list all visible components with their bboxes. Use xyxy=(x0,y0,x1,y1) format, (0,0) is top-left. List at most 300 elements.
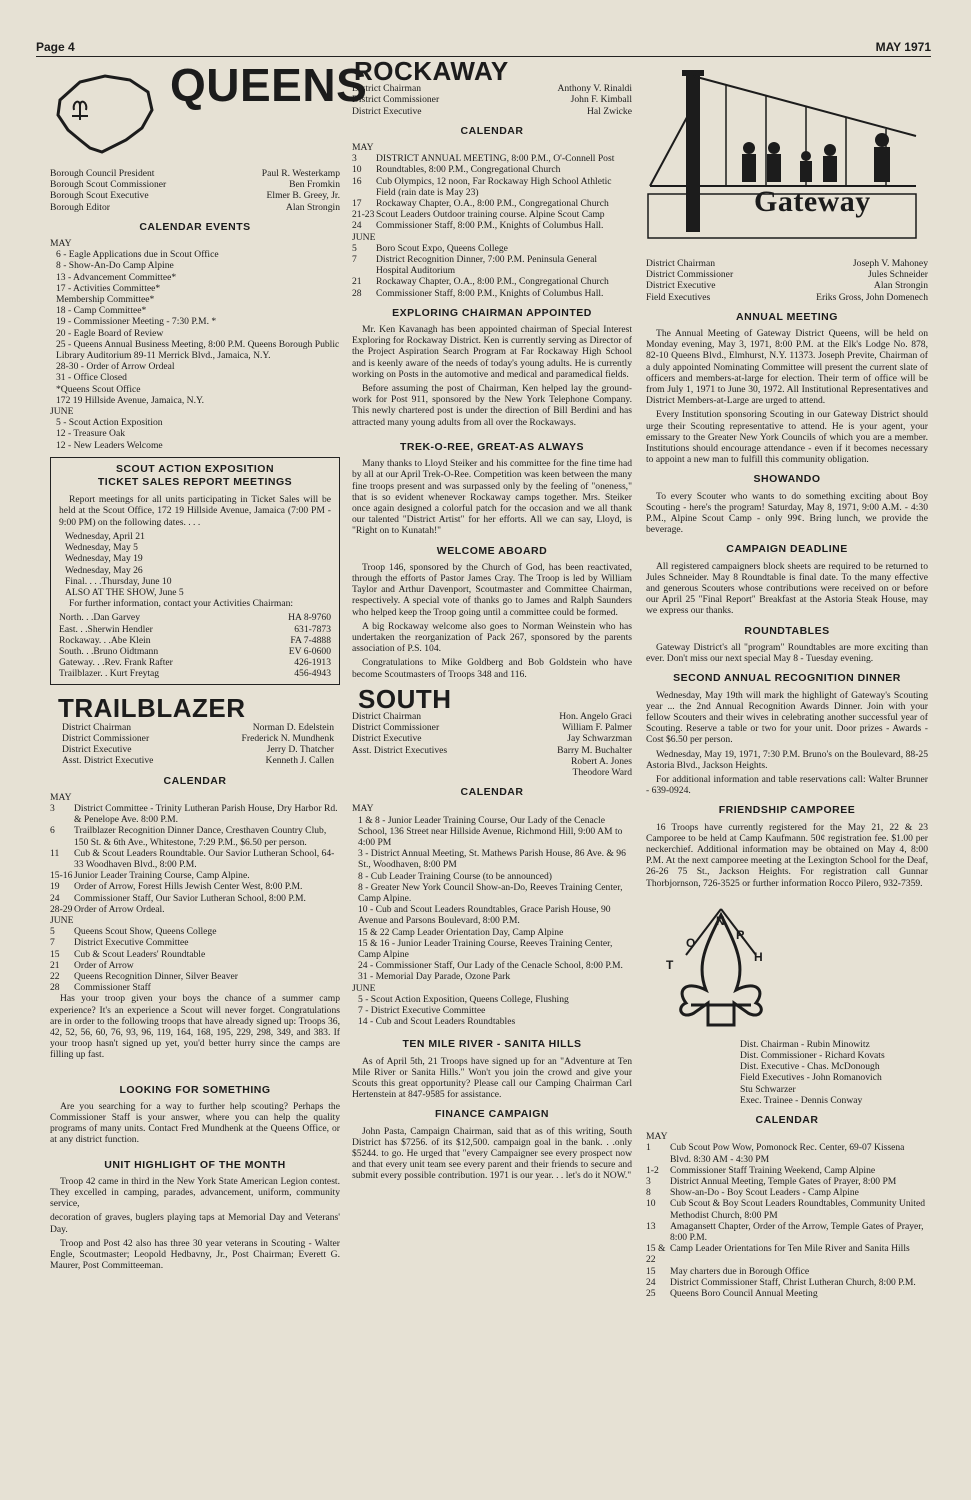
gateway-officer-role: District Commissioner xyxy=(646,269,734,281)
roundtables-text: Gateway District's all "program" Roundtables are more exciting than ever. Don't miss our next special May 8 - Tuesday evening. xyxy=(646,641,928,665)
south-officer-row xyxy=(352,767,632,778)
campaign-title: CAMPAIGN DEADLINE xyxy=(726,543,848,556)
gateway-logo xyxy=(646,66,928,252)
queens-may-event: *Queens Scout Office xyxy=(56,383,141,395)
north-letter-r: R xyxy=(736,927,745,942)
rockaway-officer-role: District Chairman xyxy=(352,83,422,95)
queens-may-event: 25 - Queens Annual Business Meeting, 8:00 P.M. Queens Borough Public Library Auditorium 89-11 Merrick Blvd., Jamaica, N.Y. xyxy=(56,338,340,362)
trailblazer-june-event xyxy=(50,982,340,993)
trailblazer-officer-value: Norman D. Edelstein xyxy=(252,721,334,733)
box-title-2: TICKET SALES REPORT MEETINGS xyxy=(97,476,293,489)
chairman-contact-role: Trailblazer. . Kurt Freytag xyxy=(59,668,160,680)
south-june-event: 14 - Cub and Scout Leaders Roundtables xyxy=(358,1016,516,1028)
chairman-contact-row xyxy=(59,668,331,679)
trailblazer-may-event-text: Order of Arrow, Forest Hills Jewish Center West, 8:00 P.M. xyxy=(74,881,303,893)
queens-june-label: JUNE xyxy=(50,406,74,418)
trailblazer-june-event xyxy=(50,960,340,971)
north-event xyxy=(646,1176,928,1187)
south-may-event: 15 & 16 - Junior Leader Training Course, Reeves Training Center, Camp Alpine xyxy=(358,937,613,961)
trailblazer-may-event-date: 24 xyxy=(50,892,60,904)
welcome-title: WELCOME ABOARD xyxy=(436,544,548,557)
south-calendar-title: CALENDAR xyxy=(460,786,524,799)
trekoree-title: TREK-O-REE, GREAT-AS ALWAYS xyxy=(399,440,585,453)
trailblazer-may-event xyxy=(50,825,340,847)
trailblazer-june-event-date: 28 xyxy=(50,982,60,994)
rockaway-may-event-text: DISTRICT ANNUAL MEETING, 8:00 P.M., O'-Connell Post xyxy=(376,153,615,165)
camporee-title: FRIENDSHIP CAMPOREE xyxy=(718,804,856,817)
queens-officer-row xyxy=(50,190,340,201)
north-event-text: Cub Scout Pow Wow, Pomonock Rec. Center, 69-07 Kissena Blvd. 8:30 AM - 4:30 PM xyxy=(670,1142,905,1165)
south-officer-value: Robert A. Jones xyxy=(570,755,632,767)
chairman-contact-role: North. . .Dan Garvey xyxy=(59,612,140,624)
rockaway-may-label: MAY xyxy=(352,142,374,154)
rockaway-may-event-date: 16 xyxy=(352,175,362,187)
trailblazer-june-event xyxy=(50,937,340,948)
gateway-officer-row xyxy=(646,280,928,291)
exploring-p1: Mr. Ken Kavanagh has been appointed chairman of Special Interest Exploring for Rockaway District. Ken is currently serving as Director of the Project Aspiration Search Program at Far Rockaway High School and is keenly aware of the needs of today's young adults. He is currently working on Posts in the automotive and medical and paramedical fields. xyxy=(352,324,632,380)
gateway-officer-row xyxy=(646,258,928,269)
gateway-bridge-icon xyxy=(646,66,928,252)
campaign-text: All registered campaigners block sheets are required to be returned to Jules Schneider. May 8 Roundtable is final date. To the many effective and generous Scouters whose contributions were received on or before our April 25 "Final Report" Breakfast at the Astoria Steak House, may we express our thanks. xyxy=(646,560,928,617)
rockaway-officer-row xyxy=(352,106,632,117)
north-calendar-title: CALENDAR xyxy=(755,1113,819,1126)
rockaway-may-event xyxy=(352,164,632,175)
north-officers xyxy=(646,1039,928,1106)
north-event-date: 25 xyxy=(646,1288,656,1300)
exploring-title: EXPLORING CHAIRMAN APPOINTED xyxy=(392,306,592,319)
rockaway-may-event xyxy=(352,220,632,231)
rockaway-may-event-text: Rockaway Chapter, O.A., 8:00 P.M., Congregational Church xyxy=(376,198,609,210)
queens-may-event: 18 - Camp Committee* xyxy=(56,305,147,317)
trailblazer-may-event xyxy=(50,893,340,904)
gateway-officer-row xyxy=(646,269,928,280)
queens-may-event: 28-30 - Order of Arrow Ordeal xyxy=(56,361,175,373)
queens-may-event: 17 - Activities Committee* xyxy=(56,282,161,294)
north-event-date: 24 xyxy=(646,1276,656,1288)
north-event-text: Amagansett Chapter, Order of the Arrow, Temple Gates of Prayer, 8:00 P.M. xyxy=(670,1220,924,1243)
queens-officer-role: Borough Scout Commissioner xyxy=(50,179,167,191)
south-officer-role: District Executive xyxy=(352,733,422,745)
trailblazer-officer-row xyxy=(62,755,334,766)
queens-officer-value: Elmer B. Greey, Jr. xyxy=(266,190,340,202)
queens-may-event: 19 - Commissioner Meeting - 7:30 P.M. * xyxy=(56,316,217,328)
page-number: Page 4 xyxy=(36,40,75,54)
queens-officer-value: Ben Fromkin xyxy=(289,179,340,191)
chairman-contact-value: FA 7-4888 xyxy=(290,634,331,646)
north-event xyxy=(646,1243,928,1265)
trailblazer-june-event-text: Cub & Scout Leaders' Roundtable xyxy=(74,948,206,960)
queens-officer-row xyxy=(50,168,340,179)
south-officer-row xyxy=(352,711,632,722)
finance-title: FINANCE CAMPAIGN xyxy=(435,1108,549,1121)
queens-officers xyxy=(50,168,340,213)
looking-title: LOOKING FOR SOMETHING xyxy=(119,1083,271,1096)
queens-officer-role: Borough Editor xyxy=(50,201,110,213)
north-event-text: Camp Leader Orientations for Ten Mile River and Sanita Hills xyxy=(670,1243,910,1255)
south-may-event: 1 & 8 - Junior Leader Training Course, Our Lady of the Cenacle School, 136 Street near Hillside Avenue, Richmond Hill, 9:00 AM to 4:00 PM xyxy=(358,814,623,848)
queens-may-label: MAY xyxy=(50,238,72,250)
box-contact: For further information, contact your Activities Chairman: xyxy=(69,598,294,610)
column-right xyxy=(646,66,928,1486)
north-letter-h: H xyxy=(754,949,763,964)
north-letter-t: T xyxy=(666,957,674,972)
rockaway-may-event xyxy=(352,153,632,164)
rockaway-may-event-text: Cub Olympics, 12 noon, Far Rockaway High School Athletic Field (rain date is May 23) xyxy=(376,175,612,198)
trailblazer-june-event-text: District Executive Committee xyxy=(74,937,189,949)
north-event-date: 1 xyxy=(646,1142,651,1154)
box-date: Wednesday, May 19 xyxy=(65,553,143,565)
rockaway-june-event-text: Commissioner Staff, 8:00 P.M., Knights of Columbus Hall. xyxy=(376,287,604,299)
trailblazer-june-event-date: 7 xyxy=(50,937,55,949)
rockaway-june-event-date: 5 xyxy=(352,242,357,254)
welcome-p1: Troop 146, sponsored by the Church of God, has been reactivated, through the efforts of Pastor James Cray. The Troop is led by William Taylor and Arthur Davenport, Scoutmaster and Committee Chairman, respectively. A special vote of thanks go to James and Ralph Saunders who helped keep the Troop going until a committee could be formed. xyxy=(352,561,632,618)
south-officer-row xyxy=(352,756,632,767)
recognition-title: SECOND ANNUAL RECOGNITION DINNER xyxy=(673,672,901,685)
rockaway-officer-value: Hal Zwicke xyxy=(586,105,632,117)
queens-officer-value: Alan Strongin xyxy=(285,201,340,213)
rockaway-officer-value: Anthony V. Rinaldi xyxy=(557,83,632,95)
trailblazer-may-event-date: 28-29 xyxy=(50,903,73,915)
trailblazer-officer-row xyxy=(62,722,334,733)
south-may-event: 31 - Memorial Day Parade, Ozone Park xyxy=(358,971,511,983)
rockaway-june-event xyxy=(352,276,632,287)
rockaway-june-event-text: Rockaway Chapter, O.A., 8:00 P.M., Congregational Church xyxy=(376,276,609,288)
trailblazer-may-event-date: 11 xyxy=(50,847,60,859)
trailblazer-may-event xyxy=(50,904,340,915)
trailblazer-june-event-text: Queens Recognition Dinner, Silver Beaver xyxy=(74,971,238,982)
trailblazer-officer-role: District Chairman xyxy=(62,721,132,733)
exploring-p2: Before assuming the post of Chairman, Ken helped lay the ground-work for Post 911, sponsored by the New York Telephone Company. This newly chartered post is under the direction of Bill Berdini and has attracted many young adults from all over the Rockaways. xyxy=(352,383,632,428)
rockaway-calendar-title: CALENDAR xyxy=(460,124,524,137)
trailblazer-june-event-date: 22 xyxy=(50,971,60,982)
north-event-date: 13 xyxy=(646,1220,656,1232)
finance-text: John Pasta, Campaign Chairman, said that as of this writing, South District has $7256. of its $12,500. campaign goal in the bank. . .only $5244. to go. He urged that "every Campaigner see every prospect now and that every unit team see every parent and their friends to secure and submit every possible contribution. 1971 is our year. . . let's do it NOW." xyxy=(352,1125,632,1182)
south-june-events xyxy=(352,994,632,1028)
south-june-event: 7 - District Executive Committee xyxy=(358,1005,486,1017)
trailblazer-june-event xyxy=(50,949,340,960)
north-event-date: 3 xyxy=(646,1175,651,1187)
trailblazer-june-event-text: Commissioner Staff xyxy=(74,982,151,994)
north-event xyxy=(646,1187,928,1198)
annual-meeting-title: ANNUAL MEETING xyxy=(736,310,838,323)
south-may-event: 15 & 22 Camp Leader Orientation Day, Camp Alpine xyxy=(358,926,564,938)
south-officer-role: District Commissioner xyxy=(352,722,440,734)
south-may-event: 10 - Cub and Scout Leaders Roundtables, Grace Parish House, 90 Avenue and Parsons Boulevard, 8:00 P.M. xyxy=(358,904,611,927)
south-officer-value: Hon. Angelo Graci xyxy=(559,710,632,722)
trailblazer-officers xyxy=(50,722,340,767)
welcome-p3: Congratulations to Mike Goldberg and Bob Goldstein who have become Scoutmasters of Troops 348 and 116. xyxy=(352,657,632,680)
trailblazer-june-event-text: Order of Arrow xyxy=(74,959,134,971)
north-may-label: MAY xyxy=(646,1131,668,1143)
queens-officer-row xyxy=(50,202,340,213)
rockaway-officer-value: John F. Kimball xyxy=(570,94,632,106)
unit-highlight-title: UNIT HIGHLIGHT OF THE MONTH xyxy=(104,1158,286,1171)
south-officer-value: William F. Palmer xyxy=(562,722,632,734)
south-may-label: MAY xyxy=(352,803,374,815)
box-date: Wednesday, May 26 xyxy=(65,564,143,576)
queens-may-event: 172 19 Hillside Avenue, Jamaica, N.Y. xyxy=(56,394,205,406)
rockaway-june-event-date: 21 xyxy=(352,276,362,288)
north-event-date: 10 xyxy=(646,1198,656,1210)
column-middle xyxy=(352,56,632,1486)
rockaway-june-label: JUNE xyxy=(352,231,376,243)
north-letter-o: O xyxy=(686,935,696,950)
chairman-contact-role: Gateway. . .Rev. Frank Rafter xyxy=(59,657,173,669)
queens-june-event: 12 - New Leaders Welcome xyxy=(56,439,163,451)
rockaway-may-events xyxy=(352,153,632,231)
trailblazer-may-label: MAY xyxy=(50,791,72,803)
trailblazer-june-event-date: 21 xyxy=(50,959,60,971)
unit-text-2: decoration of graves, buglers playing taps at Memorial Day and Veterans' Day. xyxy=(50,1212,340,1235)
ten-mile-text: As of April 5th, 21 Troops have signed up for an "Adventure at Ten Mile River or Sanita Hills." Won't you join the crowd and give your Scouts this great opportunity? Please call our Camping Chairman Carl Hertenstein at 847-9585 for assistance. xyxy=(352,1055,632,1101)
roundtables-title: ROUNDTABLES xyxy=(744,624,830,637)
south-officer-row xyxy=(352,722,632,733)
chairman-contact-role: East. . .Sherwin Hendler xyxy=(59,623,153,635)
ten-mile-title: TEN MILE RIVER - SANITA HILLS xyxy=(402,1038,582,1051)
rockaway-june-event xyxy=(352,243,632,254)
queens-title: QUEENS xyxy=(170,59,368,111)
trailblazer-may-event-text: Junior Leader Training Course, Camp Alpine. xyxy=(74,870,250,882)
north-events xyxy=(646,1142,928,1299)
north-event-text: Cub Scout & Boy Scout Leaders Roundtables, Community United Methodist Church, 8:00 PM xyxy=(670,1198,926,1221)
south-officer-row xyxy=(352,733,632,744)
trailblazer-june-label: JUNE xyxy=(50,914,74,926)
box-dates xyxy=(59,531,331,598)
rockaway-may-event-text: Scout Leaders Outdoor training course. Alpine Scout Camp xyxy=(376,209,605,221)
north-officer: Dist. Executive - Chas. McDonough xyxy=(740,1061,880,1073)
annual-p1: The Annual Meeting of Gateway District Queens, will be held on Monday evening, May 3, 1971, 8:00 P.M. at the Elk's Lodge No. 878, 82-10 Queens Blvd., Elmhurst, N.Y. 11373. Joseph Previte, Chairman of a duly appointed Nominating Committee will present the current slate of officers and members-at-large for election. Their term of office will be from July 1, 1971 to June 30, 1972. All Institutional Representatives and District Members-at-Large are urged to attend. xyxy=(646,328,928,407)
north-event-date: 8 xyxy=(646,1187,651,1199)
north-event xyxy=(646,1277,928,1288)
trailblazer-may-event xyxy=(50,803,340,825)
trailblazer-officer-role: Asst. District Executive xyxy=(62,755,154,767)
rockaway-may-event xyxy=(352,176,632,198)
queens-officer-role: Borough Council President xyxy=(50,168,155,179)
north-event-text: Show-an-Do - Boy Scout Leaders - Camp Alpine xyxy=(670,1187,859,1199)
north-event-text: District Commissioner Staff, Christ Lutheran Church, 8:00 P.M. xyxy=(670,1276,916,1288)
chairman-contact-value: 426-1913 xyxy=(294,657,331,669)
rockaway-title: ROCKAWAY xyxy=(354,56,509,86)
rockaway-officers xyxy=(352,83,632,117)
south-may-event: 8 - Greater New York Council Show-an-Do, Reeves Training Center, Camp Alpine. xyxy=(358,881,623,904)
rockaway-may-event-date: 10 xyxy=(352,164,362,176)
rockaway-june-event-text: Boro Scout Expo, Queens College xyxy=(376,242,508,254)
chairman-contact-value: 456-4943 xyxy=(294,668,331,680)
trailblazer-june-event xyxy=(50,971,340,982)
chairman-contact-row xyxy=(59,635,331,646)
box-date: Final. . . .Thursday, June 10 xyxy=(65,575,172,587)
north-officer: Stu Schwarzer xyxy=(740,1083,796,1095)
rockaway-may-event xyxy=(352,198,632,209)
trailblazer-may-event-text: Trailblazer Recognition Dinner Dance, Cresthaven Country Club, 150 St. & 6th Ave., Whitestone, 7:29 P.M., $6.50 per person. xyxy=(74,825,327,848)
chairman-contact-row xyxy=(59,646,331,657)
gateway-officer-value: Joseph V. Mahoney xyxy=(852,258,928,269)
chairman-contact-role: South. . .Bruno Oidtmann xyxy=(59,645,159,657)
south-officer-role: District Chairman xyxy=(352,710,422,722)
queens-officer-value: Paul R. Westerkamp xyxy=(261,168,340,179)
trailblazer-officer-row xyxy=(62,733,334,744)
south-officer-row xyxy=(352,745,632,756)
trailblazer-officer-role: District Commissioner xyxy=(62,732,150,744)
rockaway-june-event xyxy=(352,254,632,276)
rockaway-may-event-date: 3 xyxy=(352,153,357,165)
south-june-label: JUNE xyxy=(352,982,376,994)
south-officer-value: Barry M. Buchalter xyxy=(557,744,632,756)
trailblazer-may-event-date: 19 xyxy=(50,881,60,893)
chairman-contact-row xyxy=(59,657,331,668)
trailblazer-june-event-text: Queens Scout Show, Queens College xyxy=(74,926,217,938)
rockaway-may-event-date: 24 xyxy=(352,220,362,232)
south-may-event: 8 - Cub Leader Training Course (to be announced) xyxy=(358,870,552,882)
trailblazer-may-event-text: District Committee - Trinity Lutheran Parish House, Dry Harbor Rd. & Penelope Ave. 8:00 P.M. xyxy=(74,802,338,826)
south-officer-value: Jay Schwarzman xyxy=(567,733,632,745)
gateway-logo-text: Gateway xyxy=(754,185,871,218)
trailblazer-officer-row xyxy=(62,744,334,755)
rockaway-may-event-text: Roundtables, 8:00 P.M., Congregational Church xyxy=(376,164,561,176)
trailblazer-june-event xyxy=(50,926,340,937)
rockaway-june-event-date: 7 xyxy=(352,254,357,266)
trailblazer-may-event-date: 6 xyxy=(50,825,55,837)
trailblazer-may-event-date: 15-16 xyxy=(50,870,73,882)
trailblazer-may-event-text: Cub & Scout Leaders Roundtable. Our Savior Lutheran School, 64-33 Woodhaven Blvd., 8:00 P.M. xyxy=(74,847,335,870)
gateway-officer-role: District Executive xyxy=(646,280,716,292)
rockaway-officer-row xyxy=(352,94,632,105)
trailblazer-may-event xyxy=(50,881,340,892)
trailblazer-officer-value: Kenneth J. Callen xyxy=(265,755,334,767)
trailblazer-may-event-date: 3 xyxy=(50,802,55,814)
rockaway-officer-role: District Executive xyxy=(352,105,422,117)
rockaway-may-event-text: Commissioner Staff, 8:00 P.M., Knights of Columbus Hall. xyxy=(376,220,604,232)
chairman-contact-row xyxy=(59,612,331,623)
rockaway-june-event-text: District Recognition Dinner, 7:00 P.M. Peninsula General Hospital Auditorium xyxy=(376,254,598,277)
camporee-text: 16 Troops have currently registered for the May 21, 22 & 23 Camporee to be held at Camp Kaufmann. 50¢ registration fee. $1.00 per neckerchief. Additional information may be obtained on May 4, 8:00 P.M. At the next camporee meeting at the Lexington School for the Deaf, 26-26 75 St., Jackson Heights. For registration call Gunnar Thorbjornson, 726-3525 or further information Rocco Pilero, 932-7359. xyxy=(646,821,928,889)
north-officer: Exec. Trainee - Dennis Conway xyxy=(740,1094,863,1106)
gateway-officers xyxy=(646,258,928,303)
north-letter-n: N xyxy=(716,913,725,928)
ticket-sales-box xyxy=(50,457,340,685)
box-date: Wednesday, April 21 xyxy=(65,530,145,542)
queens-may-event: 31 - Office Closed xyxy=(56,372,127,384)
north-officer: Dist. Commissioner - Richard Kovats xyxy=(740,1049,885,1061)
rockaway-may-event-date: 17 xyxy=(352,198,362,210)
recognition-p2: Wednesday, May 19, 1971, 7:30 P.M. Bruno's on the Boulevard, 88-25 Astoria Blvd., Jackson Heights. xyxy=(646,748,928,771)
south-may-event: 24 - Commissioner Staff, Our Lady of the Cenacle School, 8:00 P.M. xyxy=(358,960,623,972)
trailblazer-may-event xyxy=(50,870,340,881)
queens-june-event: 5 - Scout Action Exposition xyxy=(56,417,163,429)
unit-text-3: Troop and Post 42 also has three 30 year veterans in Scouting - Walter Engle, Scoutmaster; Leopold Hedbavny, Jr., Post Chairman; Everett G. Maurer, Post Committeeman. xyxy=(50,1237,340,1272)
unit-text-1: Troop 42 came in third in the New York State American Legion contest. They excelled in camping, parades, advancement, uniform, community service, xyxy=(50,1175,340,1210)
gateway-officer-value: Alan Strongin xyxy=(873,280,928,292)
rockaway-officer-role: District Commissioner xyxy=(352,94,440,106)
box-text: Report meetings for all units participating in Ticket Sales will be held at the Scout Office, 172 19 Hillside Avenue, Jamaica (7:00 PM - 9:00 PM) on the following dates. . . . xyxy=(59,494,331,528)
south-title: SOUTH xyxy=(358,683,452,714)
south-officer-value: Theodore Ward xyxy=(572,766,632,778)
rockaway-june-event-date: 28 xyxy=(352,287,362,299)
rockaway-may-event xyxy=(352,209,632,220)
queens-may-event: 20 - Eagle Board of Review xyxy=(56,327,164,339)
trailblazer-camp-text: Has your troop given your boys the chance of a summer camp experience? It's an experience a Scout will never forget. Congratulations are in order to the following troops that have already signed up: Troops 36, 42, 52, 56, 60, 76, 93, 96, 119, 164, 168, 195, 229, 298, 349, and 383. If your troop hasn't signed up yet, you'd better hurry since the camps are filling up fast. xyxy=(50,993,340,1061)
chairman-contact-value: HA 8-9760 xyxy=(288,612,331,624)
box-title-1: SCOUT ACTION EXPOSITION xyxy=(115,462,275,475)
north-event-text: Queens Boro Council Annual Meeting xyxy=(670,1288,818,1300)
queens-calendar-title: CALENDAR EVENTS xyxy=(139,220,251,233)
north-logo xyxy=(646,895,928,1043)
trailblazer-may-events xyxy=(50,803,340,915)
trailblazer-title: TRAILBLAZER xyxy=(58,692,246,723)
north-event xyxy=(646,1288,928,1299)
north-event xyxy=(646,1198,928,1220)
issue-date: MAY 1971 xyxy=(875,40,931,54)
trailblazer-june-event-date: 15 xyxy=(50,948,60,960)
north-event-text: District Annual Meeting, Temple Gates of Prayer, 8:00 PM xyxy=(670,1175,897,1187)
queens-officer-role: Borough Scout Executive xyxy=(50,190,149,202)
north-event-date: 15 xyxy=(646,1265,656,1277)
north-event-date: 15 & 22 xyxy=(646,1243,666,1266)
trailblazer-calendar-title: CALENDAR xyxy=(163,774,227,787)
box-date: ALSO AT THE SHOW, June 5 xyxy=(65,586,184,598)
chairman-contact-value: EV 6-0600 xyxy=(288,645,331,657)
rockaway-may-event-date: 21-23 xyxy=(352,209,375,221)
south-may-events xyxy=(352,815,632,983)
south-officer-role: Asst. District Executives xyxy=(352,744,448,756)
queens-may-event: 13 - Advancement Committee* xyxy=(56,271,177,283)
rockaway-june-event xyxy=(352,288,632,299)
recognition-p1: Wednesday, May 19th will mark the highlight of Gateway's Scouting year ... the 2nd Annual Recognition Awards Dinner. Join with your fellow Scouters and their wives in celebrating another successful year of Scouting. Reserve a table or two for your unit. Door prizes - Awards - Cost $6.50 per person. xyxy=(646,689,928,746)
trailblazer-officer-value: Jerry D. Thatcher xyxy=(266,744,334,756)
south-june-event: 5 - Scout Action Exposition, Queens College, Flushing xyxy=(358,993,569,1005)
rockaway-june-events xyxy=(352,243,632,299)
north-officer: Field Executives - John Romanovich xyxy=(740,1072,882,1084)
queens-may-event: Membership Committee* xyxy=(56,294,155,306)
queens-may-event: 8 - Show-An-Do Camp Alpine xyxy=(56,260,174,272)
chairman-contact-role: Rockaway. . .Abe Klein xyxy=(59,634,151,646)
north-event xyxy=(646,1266,928,1277)
showando-title: SHOWANDO xyxy=(753,473,821,486)
queens-map-icon xyxy=(50,70,160,160)
trekoree-text: Many thanks to Lloyd Steiker and his committee for the fine time had by all at our April Trek-O-Ree. Competition was keen between the many fine troops present and was surpassed only by the feeling of "oneness," that is so evident whenever Rockaway camps together. Mrs. Steiker once again designed a colorful patch for the occasion and we all thank our talented "District Artist" for her efforts. All we can say, Lloyd, is "Right on to Kunatah!" xyxy=(352,458,632,537)
trailblazer-june-events xyxy=(50,926,340,993)
annual-p2: Every Institution sponsoring Scouting in our Gateway District should urge their Scouting representative to attend. He is your agent, your emissary to the Greater New York Councils of which you are a member. Institutions should encourage attendance - even if it becomes necessary to appoint a new man to fulfill this community obligation. xyxy=(646,409,928,466)
gateway-officer-value: Jules Schneider xyxy=(868,269,928,281)
chairman-contact-row xyxy=(59,624,331,635)
box-contacts xyxy=(59,612,331,679)
chairman-contact-value: 631-7873 xyxy=(294,623,331,635)
gateway-officer-role: District Chairman xyxy=(646,258,716,269)
trailblazer-may-event-text: Order of Arrow Ordeal. xyxy=(74,903,165,915)
north-event xyxy=(646,1165,928,1176)
looking-text: Are you searching for a way to further help scouting? Perhaps the Commissioner Staff is your answer, where you can help the quality programs of many units. Contact Fred Mundhenk at the Queens Office, or at any district function. xyxy=(50,1100,340,1146)
showando-text: To every Scouter who wants to do something exciting about Boy Scouting - here's the program! Saturday, May 8, 1971, 9:00 A.M. - 4:30 P.M., Alpine Scout Camp - only 99¢. Bring lunch, we provide the beverage. xyxy=(646,490,928,536)
north-event-text: Commissioner Staff Training Weekend, Camp Alpine xyxy=(670,1164,876,1176)
north-officer: Dist. Chairman - Rubin Minowitz xyxy=(740,1038,870,1050)
trailblazer-may-event-text: Commissioner Staff, Our Savior Lutheran School, 8:00 P.M. xyxy=(74,892,306,904)
north-event xyxy=(646,1142,928,1164)
fleur-de-lis-icon xyxy=(646,895,796,1043)
box-date: Wednesday, May 5 xyxy=(65,542,138,554)
south-may-event: 3 - District Annual Meeting, St. Mathews Parish House, 86 Ave. & 96 St., Woodhaven, 8:00 PM xyxy=(358,848,626,871)
queens-june-event: 12 - Treasure Oak xyxy=(56,428,126,440)
gateway-officer-value: Eriks Gross, John Domenech xyxy=(816,291,928,303)
north-event-text: May charters due in Borough Office xyxy=(670,1265,810,1277)
south-officers xyxy=(352,711,632,778)
queens-officer-row xyxy=(50,179,340,190)
trailblazer-officer-role: District Executive xyxy=(62,744,132,756)
trailblazer-may-event xyxy=(50,848,340,870)
trailblazer-june-event-date: 5 xyxy=(50,926,55,938)
north-event xyxy=(646,1221,928,1243)
queens-may-events xyxy=(50,249,340,406)
recognition-p3: For additional information and table reservations call: Walter Brunner - 639-0924. xyxy=(646,773,928,797)
